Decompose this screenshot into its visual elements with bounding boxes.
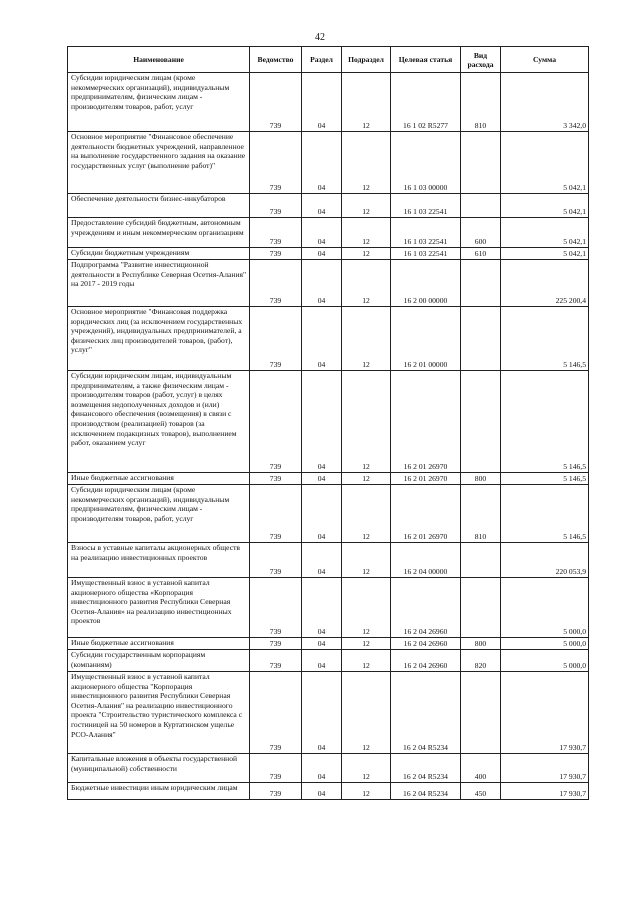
- subsection-cell: 12: [342, 473, 391, 485]
- section-cell: 04: [302, 672, 342, 754]
- dept-cell: 739: [250, 650, 302, 672]
- dept-cell: 739: [250, 307, 302, 371]
- section-cell: 04: [302, 132, 342, 194]
- target-cell: 16 2 01 26970: [391, 485, 461, 543]
- sum-cell: 5 146,5: [501, 307, 589, 371]
- section-cell: 04: [302, 485, 342, 543]
- dept-cell: 739: [250, 371, 302, 473]
- budget-table: [67, 46, 589, 800]
- table-row: [68, 260, 589, 307]
- exp-type-cell: 810: [461, 485, 501, 543]
- sum-cell: 5 042,1: [501, 218, 589, 248]
- subsection-cell: 12: [342, 248, 391, 260]
- name-cell: Подпрограмма "Развитие инвестиционной деятельности в Республике Северная Осетия-Алания" на 2017 - 2019 годы: [68, 260, 250, 307]
- table-row: [68, 578, 589, 638]
- subsection-cell: 12: [342, 485, 391, 543]
- dept-cell: 739: [250, 754, 302, 783]
- exp-type-cell: [461, 132, 501, 194]
- exp-type-cell: [461, 578, 501, 638]
- dept-cell: 739: [250, 783, 302, 800]
- exp-type-cell: 800: [461, 638, 501, 650]
- dept-cell: 739: [250, 485, 302, 543]
- name-cell: Основное мероприятие "Финансовая поддержка юридических лиц (за исключением государственных учреждений), индивидуальных предпринимателей, а физических лиц производителей товаров, (работ), услуг": [68, 307, 250, 371]
- exp-type-cell: [461, 307, 501, 371]
- subsection-cell: 12: [342, 218, 391, 248]
- header-section: Раздел: [302, 47, 342, 73]
- sum-cell: 5 042,1: [501, 194, 589, 218]
- target-cell: 16 2 01 00000: [391, 307, 461, 371]
- name-cell: Субсидии юридическим лицам (кроме некоммерческих организаций), индивидуальным предпринимателям, физическим лицам - производителям товаров, работ, услуг: [68, 485, 250, 543]
- section-cell: 04: [302, 638, 342, 650]
- page-number: 42: [315, 32, 325, 43]
- table-header-row: [68, 47, 589, 73]
- name-cell: Субсидии бюджетным учреждениям: [68, 248, 250, 260]
- sum-cell: 3 342,0: [501, 73, 589, 132]
- section-cell: 04: [302, 73, 342, 132]
- table-row: [68, 248, 589, 260]
- exp-type-cell: [461, 371, 501, 473]
- subsection-cell: 12: [342, 194, 391, 218]
- table-row: [68, 754, 589, 783]
- target-cell: 16 2 00 00000: [391, 260, 461, 307]
- section-cell: 04: [302, 578, 342, 638]
- table-row: [68, 307, 589, 371]
- sum-cell: 5 000,0: [501, 578, 589, 638]
- name-cell: Обеспечение деятельности бизнес-инкубаторов: [68, 194, 250, 218]
- subsection-cell: 12: [342, 307, 391, 371]
- table-row: [68, 194, 589, 218]
- target-cell: 16 2 04 26960: [391, 578, 461, 638]
- dept-cell: 739: [250, 260, 302, 307]
- target-cell: 16 1 03 22541: [391, 218, 461, 248]
- exp-type-cell: 810: [461, 73, 501, 132]
- sum-cell: 5 146,5: [501, 473, 589, 485]
- target-cell: 16 1 03 22541: [391, 194, 461, 218]
- subsection-cell: 12: [342, 132, 391, 194]
- name-cell: Имущественный взнос в уставной капитал акционерного общества "Корпорация инвестиционного развития Республики Северная Осетия-Алания" на реализацию инвестиционного проекта "Строительство туристического комплекса с гостиницей на 50 номеров в Куртатинском ущелье РСО-Алания": [68, 672, 250, 754]
- name-cell: Взносы в уставные капиталы акционерных обществ на реализацию инвестиционных проектов: [68, 543, 250, 578]
- target-cell: 16 1 03 00000: [391, 132, 461, 194]
- section-cell: 04: [302, 371, 342, 473]
- subsection-cell: 12: [342, 578, 391, 638]
- section-cell: 04: [302, 754, 342, 783]
- name-cell: Субсидии юридическим лицам, индивидуальным предпринимателям, а также физическим лицам - производителям товаров (работ, услуг) в целях возмещения недополученных доходов и (или) финансового обеспечения (возмещения) в связи с производством (реализацией) товаров (за исключением подакцизных товаров), выполнением работ, оказанием услуг: [68, 371, 250, 473]
- target-cell: 16 2 01 26970: [391, 473, 461, 485]
- exp-type-cell: [461, 260, 501, 307]
- exp-type-cell: [461, 672, 501, 754]
- header-dept: Ведомство: [250, 47, 302, 73]
- name-cell: Иные бюджетные ассигнования: [68, 473, 250, 485]
- dept-cell: 739: [250, 578, 302, 638]
- name-cell: Бюджетные инвестиции иным юридическим лицам: [68, 783, 250, 800]
- sum-cell: 5 146,5: [501, 485, 589, 543]
- section-cell: 04: [302, 473, 342, 485]
- subsection-cell: 12: [342, 783, 391, 800]
- dept-cell: 739: [250, 218, 302, 248]
- header-sum: Сумма: [501, 47, 589, 73]
- sum-cell: 220 053,9: [501, 543, 589, 578]
- exp-type-cell: 610: [461, 248, 501, 260]
- exp-type-cell: 400: [461, 754, 501, 783]
- exp-type-cell: [461, 543, 501, 578]
- table-row: [68, 485, 589, 543]
- name-cell: Основное мероприятие "Финансовое обеспечение деятельности бюджетных учреждений, направленное на выполнение государственного задания на оказание государственных услуг (выполнение работ)": [68, 132, 250, 194]
- exp-type-cell: [461, 194, 501, 218]
- sum-cell: 5 000,0: [501, 650, 589, 672]
- section-cell: 04: [302, 543, 342, 578]
- subsection-cell: 12: [342, 371, 391, 473]
- target-cell: 16 2 04 R5234: [391, 783, 461, 800]
- table-row: [68, 672, 589, 754]
- header-exp-type: Вид расхода: [461, 47, 501, 73]
- header-name: Наименование: [68, 47, 250, 73]
- dept-cell: 739: [250, 194, 302, 218]
- section-cell: 04: [302, 307, 342, 371]
- exp-type-cell: 450: [461, 783, 501, 800]
- sum-cell: 5 042,1: [501, 248, 589, 260]
- name-cell: Иные бюджетные ассигнования: [68, 638, 250, 650]
- target-cell: 16 1 02 R5277: [391, 73, 461, 132]
- target-cell: 16 2 04 26960: [391, 638, 461, 650]
- exp-type-cell: 820: [461, 650, 501, 672]
- sum-cell: 5 042,1: [501, 132, 589, 194]
- exp-type-cell: 600: [461, 218, 501, 248]
- sum-cell: 17 930,7: [501, 783, 589, 800]
- section-cell: 04: [302, 783, 342, 800]
- name-cell: Имущественный взнос в уставной капитал акционерного общества «Корпорация инвестиционного развития Республики Северная Осетия-Алания» на реализацию инвестиционных проектов: [68, 578, 250, 638]
- dept-cell: 739: [250, 73, 302, 132]
- name-cell: Субсидии юридическим лицам (кроме некоммерческих организаций), индивидуальным предпринимателям, физическим лицам - производителям товаров, работ, услуг: [68, 73, 250, 132]
- table-row: [68, 638, 589, 650]
- table-row: [68, 218, 589, 248]
- dept-cell: 739: [250, 672, 302, 754]
- name-cell: Субсидии государственным корпорациям (компаниям): [68, 650, 250, 672]
- target-cell: 16 2 04 R5234: [391, 754, 461, 783]
- sum-cell: 225 200,4: [501, 260, 589, 307]
- table-row: [68, 473, 589, 485]
- table-row: [68, 650, 589, 672]
- section-cell: 04: [302, 248, 342, 260]
- section-cell: 04: [302, 650, 342, 672]
- sum-cell: 5 146,5: [501, 371, 589, 473]
- target-cell: 16 2 04 00000: [391, 543, 461, 578]
- header-subsection: Подраздел: [342, 47, 391, 73]
- target-cell: 16 1 03 22541: [391, 248, 461, 260]
- sum-cell: 5 000,0: [501, 638, 589, 650]
- table-row: [68, 73, 589, 132]
- dept-cell: 739: [250, 543, 302, 578]
- sum-cell: 17 930,7: [501, 754, 589, 783]
- subsection-cell: 12: [342, 543, 391, 578]
- subsection-cell: 12: [342, 650, 391, 672]
- name-cell: Капитальные вложения в объекты государственной (муниципальной) собственности: [68, 754, 250, 783]
- section-cell: 04: [302, 218, 342, 248]
- dept-cell: 739: [250, 132, 302, 194]
- target-cell: 16 2 01 26970: [391, 371, 461, 473]
- dept-cell: 739: [250, 638, 302, 650]
- subsection-cell: 12: [342, 260, 391, 307]
- table-row: [68, 132, 589, 194]
- section-cell: 04: [302, 194, 342, 218]
- table-row: [68, 371, 589, 473]
- subsection-cell: 12: [342, 638, 391, 650]
- target-cell: 16 2 04 26960: [391, 650, 461, 672]
- sum-cell: 17 930,7: [501, 672, 589, 754]
- table-row: [68, 543, 589, 578]
- name-cell: Предоставление субсидий бюджетным, автономным учреждениям и иным некоммерческим организациям: [68, 218, 250, 248]
- table-row: [68, 783, 589, 800]
- subsection-cell: 12: [342, 672, 391, 754]
- subsection-cell: 12: [342, 73, 391, 132]
- exp-type-cell: 800: [461, 473, 501, 485]
- header-target: Целевая статья: [391, 47, 461, 73]
- target-cell: 16 2 04 R5234: [391, 672, 461, 754]
- dept-cell: 739: [250, 248, 302, 260]
- section-cell: 04: [302, 260, 342, 307]
- dept-cell: 739: [250, 473, 302, 485]
- subsection-cell: 12: [342, 754, 391, 783]
